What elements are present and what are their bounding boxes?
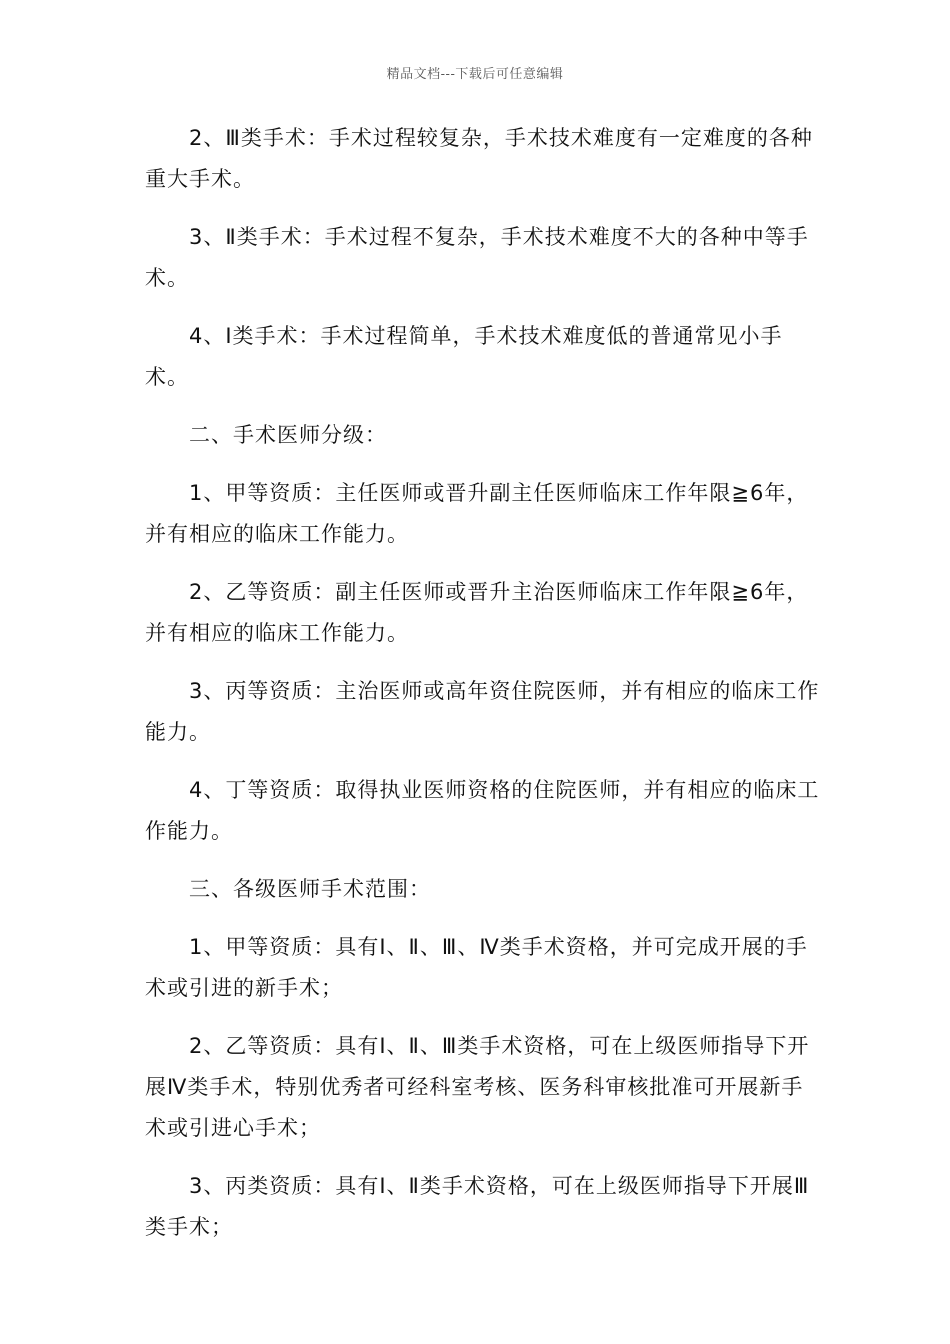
paragraph-scope-grade-a: 1、甲等资质：具有Ⅰ、Ⅱ、Ⅲ、Ⅳ类手术资格，并可完成开展的手术或引进的新手术； <box>145 935 808 1000</box>
paragraph-grade-a-qualification: 1、甲等资质：主任医师或晋升副主任医师临床工作年限≧6年，并有相应的临床工作能力。 <box>145 481 809 546</box>
paragraph-scope-grade-c: 3、丙类资质：具有Ⅰ、Ⅱ类手术资格，可在上级医师指导下开展Ⅲ类手术； <box>145 1174 810 1239</box>
section-heading-surgery-scope: 三、各级医师手术范围： <box>189 877 431 901</box>
paragraph-class-i-surgery: 4、Ⅰ类手术：手术过程简单，手术技术难度低的普通常见小手术。 <box>145 324 783 389</box>
paragraph-scope-grade-b: 2、乙等资质：具有Ⅰ、Ⅱ、Ⅲ类手术资格，可在上级医师指导下开展Ⅳ类手术，特别优秀者可经科室考核、医务科审核批准可开展新手术或引进心手术； <box>145 1034 810 1140</box>
document-body <box>145 118 820 1265</box>
page-header: 精品文档---下载后可任意编辑 <box>386 67 564 82</box>
paragraph-grade-c-qualification: 3、丙等资质：主治医师或高年资住院医师，并有相应的临床工作能力。 <box>145 679 820 744</box>
paragraph-grade-d-qualification: 4、丁等资质：取得执业医师资格的住院医师，并有相应的临床工作能力。 <box>145 778 820 843</box>
paragraph-class-iii-surgery: 2、Ⅲ类手术：手术过程较复杂，手术技术难度有一定难度的各种重大手术。 <box>145 126 813 191</box>
paragraph-grade-b-qualification: 2、乙等资质：副主任医师或晋升主治医师临床工作年限≧6年，并有相应的临床工作能力。 <box>145 580 809 645</box>
paragraph-class-ii-surgery: 3、Ⅱ类手术：手术过程不复杂，手术技术难度不大的各种中等手术。 <box>145 225 809 290</box>
section-heading-surgeon-grading: 二、手术医师分级： <box>189 423 387 447</box>
